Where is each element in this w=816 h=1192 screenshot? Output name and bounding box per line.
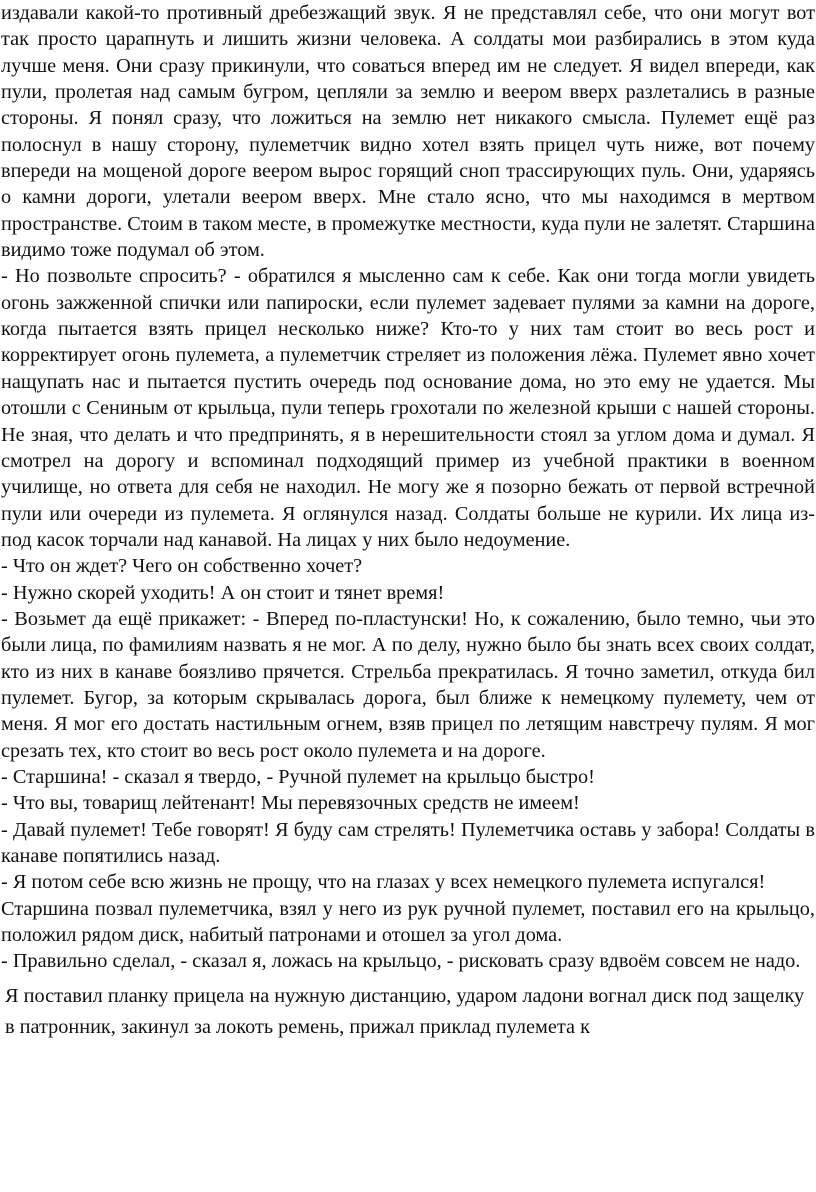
paragraph-7: - Что вы, товарищ лейтенант! Мы перевязочных средств не имеем!	[1, 792, 580, 815]
paragraph-9: - Я потом себе всю жизнь не прощу, что на глазах у всех немецкого пулемета испугался!	[1, 871, 766, 894]
paragraph-10: Старшина позвал пулеметчика, взял у него из рук ручной пулемет, поставил его на крыльцо, положил рядом диск, набитый патронами и отошел за угол дома.	[1, 897, 815, 947]
paragraph-5: - Возьмет да ещё прикажет: - Вперед по-пластунски! Но, к сожалению, было темно, чьи это были лица, по фамилиям назвать я не мог. А по делу, нужно было бы знать всех своих солдат, кто из них в канаве боязливо прячется. Стрельба прекратилась. Я точно заметил, откуда бил пулемет. Бугор, за которым скрывалась дорога, был ближе к немецкому пулемету, чем от меня. Я мог его достать настильным огнем, взяв прицел по летящим навстречу пулям. Я мог срезать тех, кто стоит во весь рост около пулемета и на дороге.	[1, 607, 815, 762]
paragraph-3: - Что он ждет? Чего он собственно хочет?	[1, 555, 363, 578]
paragraph-2: - Но позвольте спросить? - обратился я мысленно сам к себе. Как они тогда могли увидеть огонь зажженной спички или папироски, если пулемет задевает пулями за камни на дороге, когда пытается взять прицел несколько ниже? Кто-то у них там стоит во весь рост и корректирует огонь пулемета, а пулеметчик стреляет из положения лёжа. Пулемет явно хочет нащупать нас и пытается пустить очередь под основание дома, но это ему не удается. Мы отошли с Сениным от крыльца, пули теперь грохотали по железной крыши с нашей стороны. Не зная, что делать и что предпринять, я в нерешительности стоял за углом дома и думал. Я смотрел на дорогу и вспоминал подходящий пример из учебной практики в военном училище, но ответа для себя не находил. Не могу же я позорно бежать от первой встречной пули или очереди из пулемета. Я оглянулся назад. Солдаты больше не курили. Их лица из-под касок торчали над канавой. На лицах у них было недоумение.	[1, 265, 815, 551]
paragraph-8: - Давай пулемет! Тебе говорят! Я буду сам стрелять! Пулеметчика оставь у забора! Солдаты в канаве попятились назад.	[1, 818, 815, 867]
paragraph-4: - Нужно скорей уходить! А он стоит и тянет время!	[1, 581, 445, 604]
paragraph-6: - Старшина! - сказал я твердо, - Ручной пулемет на крыльцо быстро!	[1, 765, 595, 788]
paragraph-11: - Правильно сделал, - сказал я, ложась на крыльцо, - рисковать сразу вдвоём совсем не надо.	[1, 950, 801, 973]
closing-paragraph: Я поставил планку прицела на нужную дистанцию, ударом ладони вогнал диск под защелку в патронник, закинул за локоть ремень, прижал приклад пулемета к	[5, 984, 805, 1038]
paragraph-1: издавали какой-то противный дребезжащий звук. Я не представлял себе, что они могут вот так просто царапнуть и лишить жизни человека. А солдаты мои разбирались в этом куда лучше меня. Они сразу прикинули, что соваться вперед им не следует. Я видел впереди, как пули, пролетая над самым бугром, цепляли за землю и веером вверх разлетались в разные стороны. Я понял сразу, что ложиться на землю нет никакого смысла. Пулемет ещё раз полоснул в нашу сторону, пулеметчик видно хотел взять прицел чуть ниже, вот почему впереди на мощеной дороге веером вырос горящий сноп трассирующих пуль. Они, ударяясь о камни дороги, улетали веером вверх. Мне стало ясно, что мы находимся в мертвом пространстве. Стоим в таком месте, в промежутке местности, куда пули не залетят. Старшина видимо тоже подумал об этом.	[1, 2, 815, 262]
